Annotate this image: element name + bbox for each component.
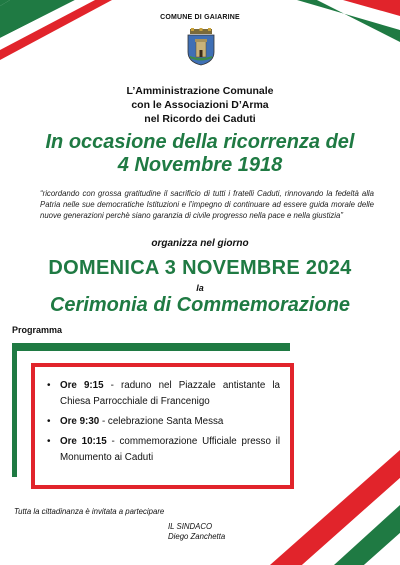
coat-of-arms-icon (186, 28, 216, 66)
intro-line-3: nel Ricordo dei Caduti (144, 113, 256, 125)
administration-intro (0, 84, 400, 126)
organizza-text: organizza nel giorno (151, 238, 249, 249)
program-item-3 (47, 434, 280, 466)
program-text: - celebrazione Santa Messa (99, 416, 224, 427)
intro-line-2: con le Associazioni D’Arma (131, 99, 269, 111)
bullet-icon: • (47, 416, 51, 427)
intro-line-1: L’Amministrazione Comunale (126, 85, 274, 97)
event-date: DOMENICA 3 NOVEMBRE 2024 (48, 257, 352, 279)
article-la: la (196, 283, 204, 293)
invitation-text: Tutta la cittadinanza è invitata a partecipare (14, 507, 165, 516)
occasion-heading (0, 131, 400, 177)
program-item-2 (47, 414, 280, 430)
occasion-line-1: In occasione della ricorrenza del (45, 131, 355, 153)
program-item-1 (47, 378, 280, 410)
commemoration-quote: “ricordando con grossa gratitudine il sacrificio di tutti i fratelli Caduti, rinnovando la fedeltà alla Patria nelle sue democratiche Istituzioni e l’impegno di continuare ad essere guida morale delle nuove generazioni perchè siano garanzia di civile progresso nella pace e nella giustizia” (40, 189, 374, 220)
comune-name: COMUNE DI GAIARINE (160, 14, 240, 21)
program-box (31, 363, 294, 489)
program-list (47, 378, 280, 470)
program-text: - commemorazione Ufficiale presso il Monumento ai Caduti (60, 436, 281, 463)
program-label: Programma (12, 325, 63, 335)
program-time: Ore 9:30 (60, 416, 100, 427)
mayor-name: Diego Zanchetta (168, 532, 226, 541)
ceremony-title: Cerimonia di Commemorazione (49, 294, 351, 316)
program-time: Ore 10:15 (60, 436, 107, 447)
mayor-role: IL SINDACO (168, 522, 213, 531)
signature-block (168, 522, 225, 542)
program-time: Ore 9:15 (60, 380, 104, 391)
occasion-line-2: 4 Novembre 1918 (117, 154, 283, 176)
bullet-icon: • (47, 380, 51, 391)
bullet-icon: • (47, 436, 51, 447)
program-text: - raduno nel Piazzale antistante la Chiesa Parrocchiale di Francenigo (60, 380, 281, 407)
